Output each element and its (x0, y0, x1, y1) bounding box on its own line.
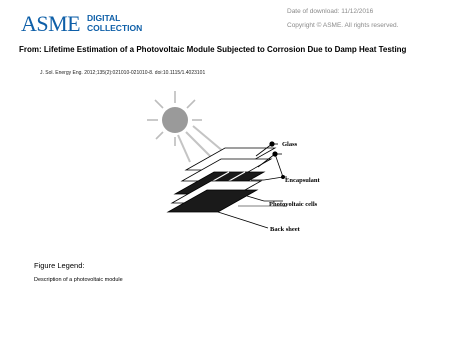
label-back-sheet: Back sheet (270, 226, 300, 233)
copyright-notice: Copyright © ASME. All rights reserved. (287, 22, 399, 29)
figure-legend-heading: Figure Legend: (34, 261, 85, 270)
pv-module-diagram (118, 88, 348, 238)
logo-asme-text: ASME (21, 11, 81, 36)
logo-collection-text: COLLECTION (87, 23, 143, 33)
logo-digital-text: DIGITAL (87, 13, 121, 23)
label-glass: Glass (282, 141, 298, 148)
download-date: Date of download: 11/12/2016 (287, 8, 374, 15)
article-citation: J. Sol. Energy Eng. 2012;135(2):021010-021010-8. doi:10.1115/1.4023101 (40, 70, 206, 76)
back-sheet-leader (218, 212, 268, 228)
label-encapsulant: Encapsulant (285, 177, 320, 184)
asme-digital-collection-logo (19, 9, 149, 37)
figure-legend-text: Description of a photovoltaic module (34, 277, 123, 283)
label-photovoltaic-cells: Photovoltaic cells (269, 201, 318, 208)
article-title: From: Lifetime Estimation of a Photovoltaic Module Subjected to Corrosion Due to Damp Heat Testing (19, 45, 407, 54)
